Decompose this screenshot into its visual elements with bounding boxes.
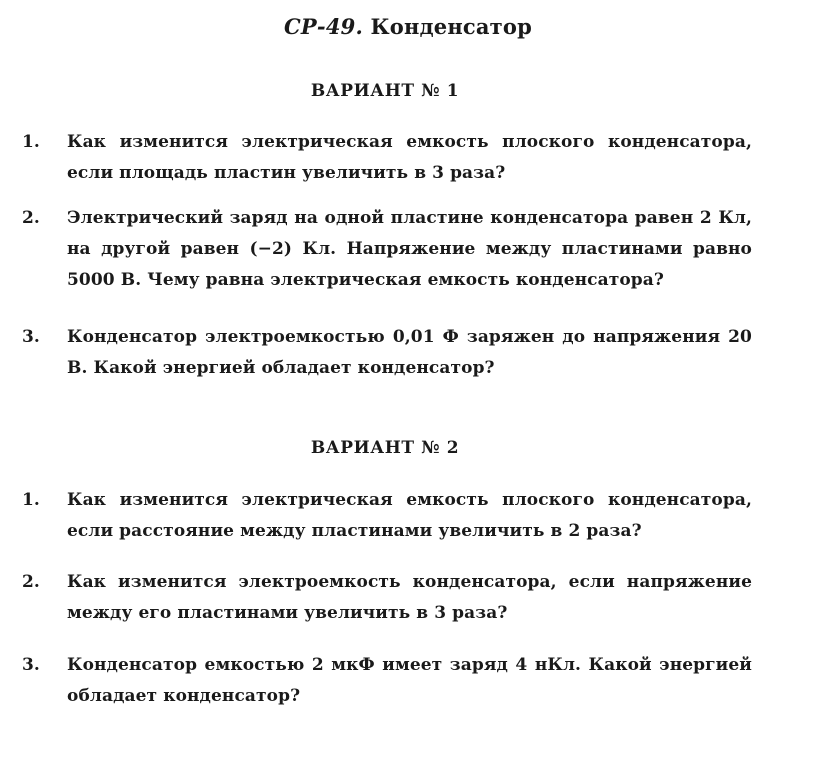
task-number: 1. [22,132,40,152]
task-text: Как изменится электрическая емкость плоского конденсатора, если расстояние между пластинами увеличить в 2 раза? [67,490,752,541]
task-text: Как изменится электроемкость конденсатора, если напряжение между его пластинами увеличить в 3 раза? [67,572,752,623]
variant-2-heading: ВАРИАНТ № 2 [310,438,460,458]
task-number: 3. [22,327,40,347]
task-number: 3. [22,655,40,675]
task-text: Конденсатор электроемкостью 0,01 Ф заряжен до напряжения 20 В. Какой энергией обладает конденсатор? [67,327,752,378]
task-text: Как изменится электрическая емкость плоского конденсатора, если площадь пластин увеличить в 3 раза? [67,132,752,183]
title-code: СР-49. [284,14,363,39]
variant-1-heading: ВАРИАНТ № 1 [310,81,460,101]
page-title [0,14,816,39]
task-number: 2. [22,208,40,228]
task-text: Электрический заряд на одной пластине конденсатора равен 2 Кл, на другой равен (−2) Кл. Напряжение между пластинами равно 5000 В. Чему равна электрическая емкость конденсатора? [67,208,752,290]
task-text: Конденсатор емкостью 2 мкФ имеет заряд 4 нКл. Какой энергией обладает конденсатор? [67,655,752,706]
title-text: Конденсатор [370,14,532,39]
task-number: 2. [22,572,40,592]
task-number: 1. [22,490,40,510]
